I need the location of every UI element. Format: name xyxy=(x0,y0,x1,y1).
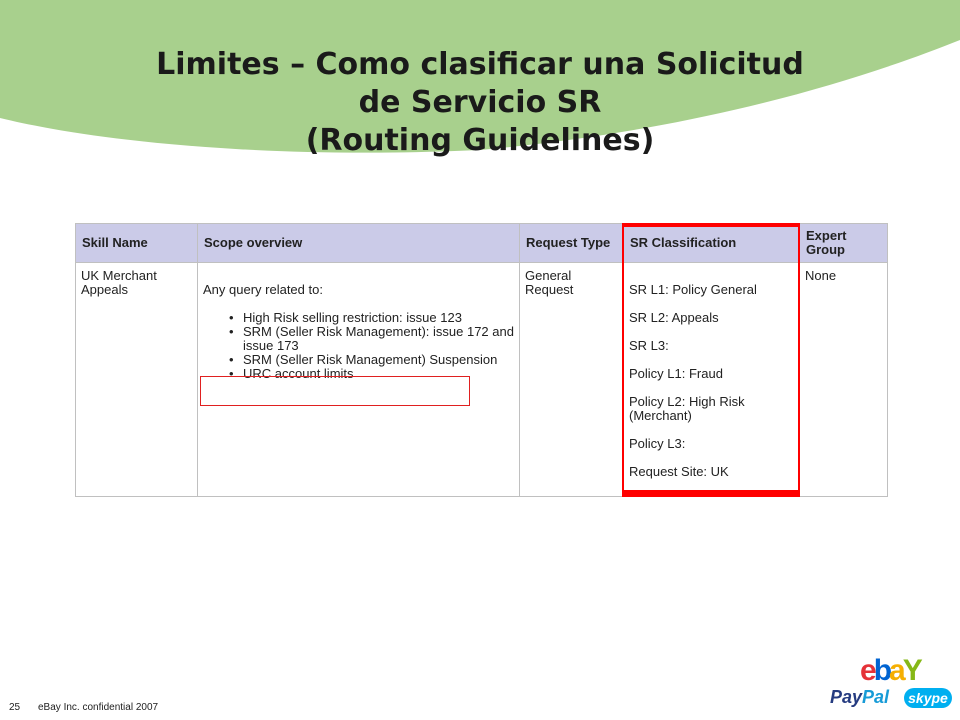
classification-policy-l2: Policy L2: High Risk (Merchant) xyxy=(629,394,745,423)
skype-logo: skype xyxy=(904,688,952,708)
cell-request-type: General Request xyxy=(520,263,624,497)
slide-title xyxy=(60,46,900,160)
scope-item-high-risk: • High Risk selling restriction: issue 123 xyxy=(243,311,514,325)
header-expert-group: Expert Group xyxy=(800,224,888,263)
confidential-notice: eBay Inc. confidential 2007 xyxy=(38,702,159,713)
classification-policy-l1: Policy L1: Fraud xyxy=(629,366,723,381)
title-line-1: Limites – Como clasificar una Solicitud xyxy=(156,47,804,82)
classification-request-site: Request Site: UK xyxy=(629,464,729,479)
scope-item-srm-issues: • SRM (Seller Risk Management): issue 172 and issue 173 xyxy=(243,325,514,353)
paypal-logo: PayPal xyxy=(830,687,890,707)
title-line-2: de Servicio SR xyxy=(358,85,602,120)
scope-issue-list xyxy=(203,311,514,381)
scope-intro-text: Any query related to: xyxy=(203,282,323,297)
urc-limits-highlight xyxy=(200,376,470,406)
header-skill-name: Skill Name xyxy=(76,224,198,263)
scope-item-urc-limits: • URC account limits xyxy=(243,367,514,381)
title-line-3: (Routing Guidelines) xyxy=(305,123,655,158)
table-header-row xyxy=(76,224,888,263)
scope-item-srm-suspension: • SRM (Seller Risk Management) Suspension xyxy=(243,353,514,367)
cell-expert-group: None xyxy=(800,263,888,497)
header-scope-overview: Scope overview xyxy=(198,224,520,263)
header-sr-classification: SR Classification xyxy=(624,224,800,263)
classification-sr-l2: SR L2: Appeals xyxy=(629,310,719,325)
cell-skill-name: UK Merchant Appeals xyxy=(76,263,198,497)
cell-sr-classification xyxy=(624,263,800,497)
ebay-logo: ebaY xyxy=(860,654,920,687)
page-number: 25 xyxy=(9,702,21,713)
table-row xyxy=(76,263,888,497)
routing-guidelines-table xyxy=(75,223,888,497)
brand-logos xyxy=(830,656,955,714)
header-request-type: Request Type xyxy=(520,224,624,263)
classification-sr-l3: SR L3: xyxy=(629,338,669,353)
classification-policy-l3: Policy L3: xyxy=(629,436,686,451)
classification-sr-l1: SR L1: Policy General xyxy=(629,282,757,297)
